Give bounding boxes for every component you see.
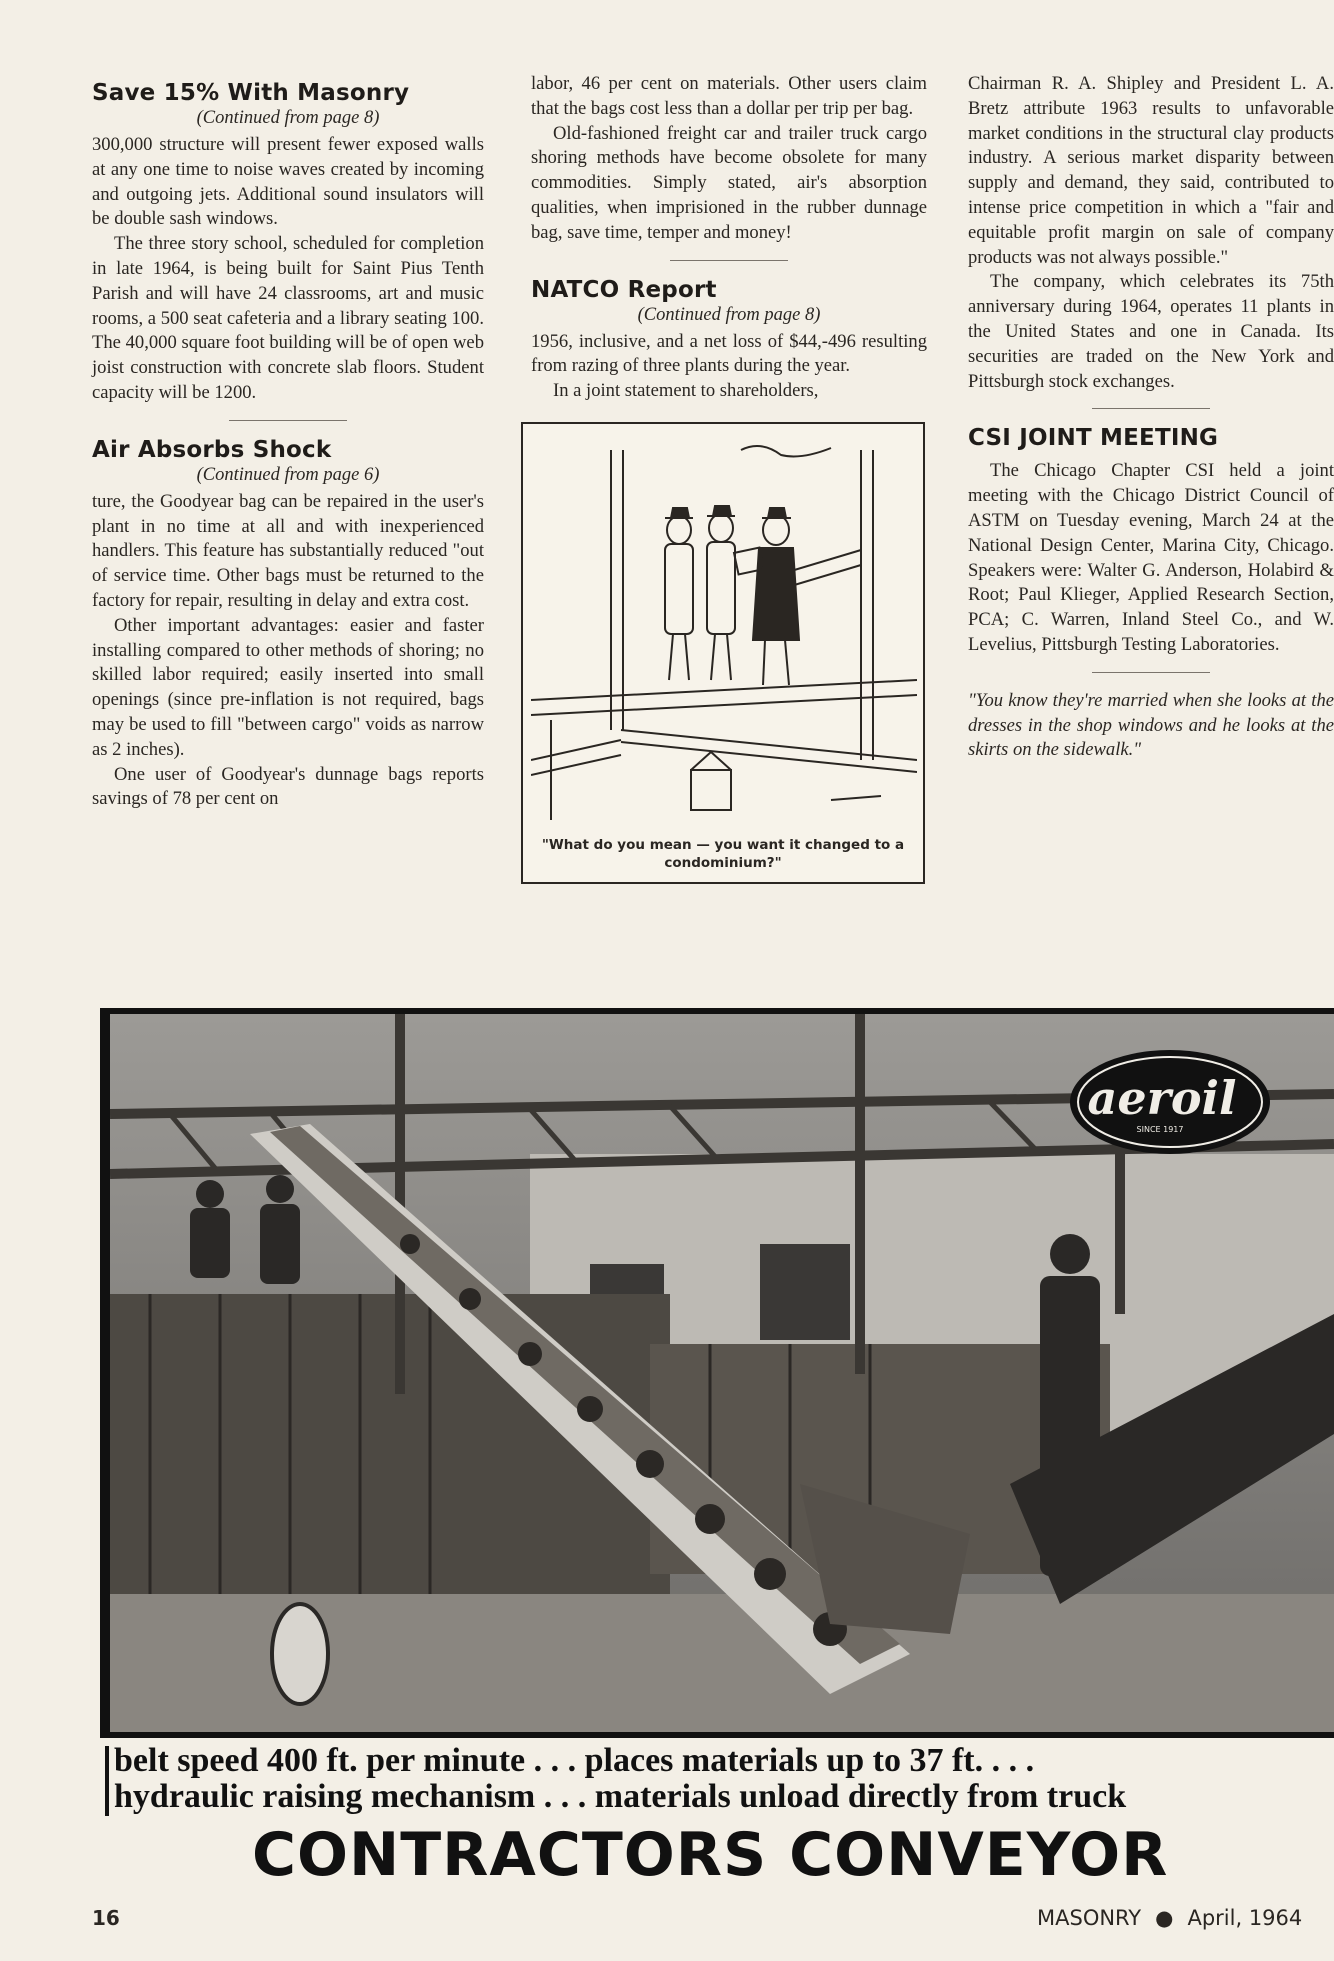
paragraph: One user of Goodyear's dunnage bags reports savings of 78 per cent on [92, 763, 484, 810]
article-title-csi-joint-meeting: CSI JOINT MEETING [968, 425, 1219, 452]
paragraph: 300,000 structure will present fewer exposed walls at any one time to noise waves created by incoming and outgoing jets. Additional sound insulators will be double sash windows. [92, 134, 484, 230]
continued-note: (Continued from page 8) [196, 108, 380, 128]
ad-accent-bar [105, 1746, 109, 1816]
divider [229, 420, 347, 421]
column-left [92, 72, 484, 812]
article-title-air-absorbs-shock: Air Absorbs Shock [92, 436, 332, 463]
continued-note: (Continued from page 8) [637, 304, 821, 325]
quote-filler: "You know they're married when she looks at the dresses in the shop windows and he looks at the skirts on the sidewalk." [968, 689, 1334, 761]
ad-photo [100, 1008, 1334, 1738]
cartoon [521, 422, 925, 884]
paragraph: Chairman R. A. Shipley and President L. A. Bretz attribute 1963 results to unfavorable market conditions in the structural clay products industry. A serious market disparity between supply and demand, they said, contributed to intense price competition in which a "fair and equitable profit margin on sale of company products was not always possible." [968, 73, 1334, 268]
paragraph: The three story school, scheduled for completion in late 1964, is being built for Saint Pius Tenth Parish and will have 24 classrooms, art and music rooms, a 500 seat cafeteria and a library seating 100. The 40,000 square foot building will be of open web joist construction with concrete slab floors. Student capacity will be 1200. [92, 233, 484, 403]
paragraph: ture, the Goodyear bag can be repaired in the user's plant in no time at all and with inexperienced handlers. This feature has substantially reduced "out of service time. Other bags must be returned to the factory for repair, resulting in delay and extra cost. [92, 490, 484, 611]
conveyor-photo [110, 1014, 1334, 1732]
paragraph: The company, which celebrates its 75th anniversary during 1964, operates 11 plants in the United States and one in Canada. Its securities are traded on the New York and Pittsburgh stock exchanges. [968, 271, 1334, 392]
divider [1092, 672, 1210, 673]
ad-headline: CONTRACTORS CONVEYOR [252, 1820, 1169, 1890]
aeroil-logo-text: aeroil [1087, 1071, 1237, 1125]
column-middle [531, 72, 927, 884]
aeroil-logo [1070, 1050, 1270, 1154]
paragraph: labor, 46 per cent on materials. Other users claim that the bags cost less than a dollar per trip per bag. [531, 73, 927, 119]
divider [670, 260, 788, 261]
cartoon-caption: "What do you mean — you want it changed to a condominium?" [541, 836, 905, 871]
footer-bullet: ● [1155, 1906, 1174, 1930]
ad-feature-line-1: belt speed 400 ft. per minute . . . places materials up to 37 ft. . . . [114, 1742, 1035, 1779]
article-title-save-15: Save 15% With Masonry [92, 80, 410, 106]
continued-note: (Continued from page 6) [196, 464, 380, 485]
article-title-natco-report: NATCO Report [531, 276, 717, 303]
paragraph: In a joint statement to shareholders, [553, 380, 819, 402]
paragraph: Other important advantages: easier and faster installing compared to other methods of shoring; no skilled labor required; easily inserted into small openings (since pre-inflation is not required, bags may be used to fill "between cargo" voids as narrow as 2 inches). [92, 614, 484, 760]
paragraph: The Chicago Chapter CSI held a joint meeting with the Chicago District Council of ASTM on Tuesday evening, March 24 at the National Design Center, Marina City, Chicago. Speakers were: Walter G. Anderson, Holabird & Root; Paul Klieger, Applied Research Section, PCA; C. Warren, Inland Steel Co., and W. Levelius, Pittsburgh Testing Laboratories. [968, 460, 1334, 655]
ad-feature-line-2: hydraulic raising mechanism . . . materials unload directly from truck [114, 1778, 1127, 1815]
cartoon-illustration [531, 430, 917, 820]
paragraph: 1956, inclusive, and a net loss of $44,-496 resulting from razing of three plants during the year. [531, 330, 927, 377]
page-number: 16 [92, 1906, 120, 1930]
issue-date: April, 1964 [1187, 1906, 1303, 1930]
magazine-name: MASONRY [1037, 1906, 1142, 1930]
aeroil-logo-subtext: SINCE 1917 [1136, 1125, 1184, 1134]
column-right [968, 72, 1334, 763]
divider [1092, 408, 1210, 409]
paragraph: Old-fashioned freight car and trailer truck cargo shoring methods have become obsolete for many commodities. Simply stated, air's absorption qualities, when imprisioned in the rubber dunnage bag, save time, temper and money! [531, 122, 927, 243]
running-footer [1037, 1906, 1302, 1930]
